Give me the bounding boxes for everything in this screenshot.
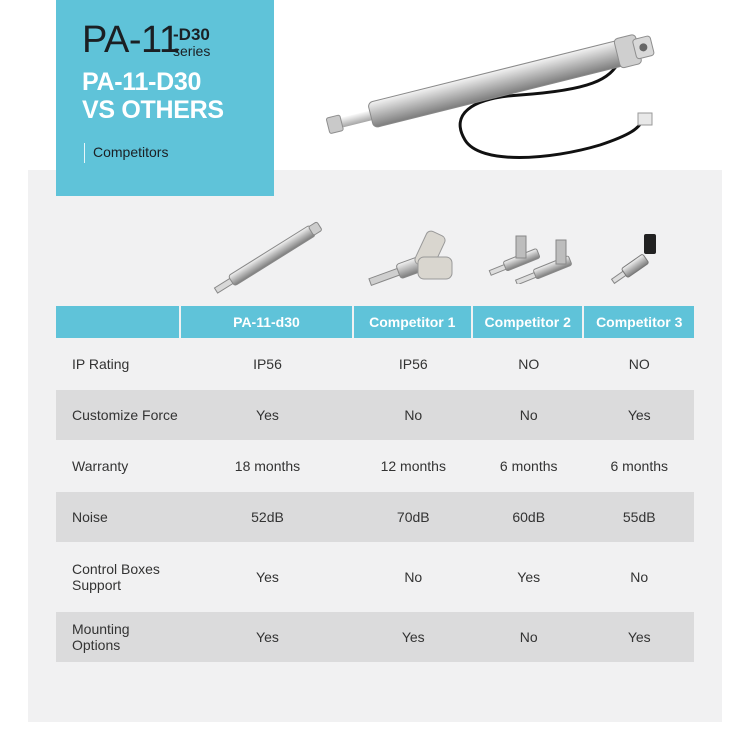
- section-label: Competitors: [93, 144, 169, 160]
- competitor1-thumbnail-image: [360, 222, 470, 292]
- row-label: Customize Force: [56, 390, 181, 440]
- table-cell: No: [404, 569, 423, 585]
- page-title: [82, 68, 224, 124]
- table-cell: Yes: [181, 612, 353, 662]
- connector-icon: [638, 113, 652, 125]
- table-cell: Yes: [584, 612, 694, 662]
- table-cell: 60dB: [473, 492, 585, 542]
- header-cell: Competitor 2: [473, 306, 585, 338]
- header-cell: Competitor 1: [354, 306, 473, 338]
- table-row: [56, 542, 694, 612]
- competitor3-thumbnail-image: [604, 228, 664, 286]
- table-cell: No: [630, 569, 649, 585]
- table-cell: Yes: [517, 569, 541, 585]
- model-name: PA-11: [82, 19, 180, 61]
- title-line-2: VS OTHERS: [82, 96, 224, 124]
- row-label: Control Boxes Support: [72, 561, 160, 593]
- row-label: Warranty: [72, 458, 129, 474]
- table-header-row: [56, 306, 694, 338]
- table-row: [56, 492, 694, 542]
- section-divider: [84, 143, 85, 163]
- table-cell: NO: [518, 356, 540, 372]
- table-row: [56, 612, 694, 662]
- title-block: [56, 0, 274, 196]
- pa11-thumbnail-image: [205, 218, 335, 298]
- row-label: IP Rating: [72, 356, 130, 372]
- table-row: [56, 440, 694, 492]
- table-cell: Yes: [181, 390, 353, 440]
- table-cell: 6 months: [610, 458, 669, 474]
- table-cell: IP56: [398, 356, 428, 372]
- header-cell: [56, 306, 181, 338]
- header-cell: PA-11-d30: [181, 306, 353, 338]
- title-line-1: PA-11-D30: [82, 68, 202, 96]
- table-cell: Yes: [584, 390, 694, 440]
- table-cell: No: [354, 390, 473, 440]
- model-series-label: series: [173, 43, 211, 59]
- row-label: Mounting Options: [56, 612, 181, 662]
- table-row: [56, 390, 694, 440]
- table-cell: No: [473, 390, 585, 440]
- table-cell: 18 months: [234, 458, 301, 474]
- model-variant: -D30: [173, 25, 210, 44]
- competitor2-thumbnail-image: [486, 232, 582, 284]
- model-suffix: [173, 26, 210, 58]
- table-cell: 55dB: [584, 492, 694, 542]
- table-cell: 12 months: [380, 458, 446, 474]
- table-cell: 52dB: [181, 492, 353, 542]
- table-cell: 70dB: [354, 492, 473, 542]
- table-cell: Yes: [256, 569, 279, 585]
- comparison-table: [56, 306, 694, 662]
- actuator-product-image: [320, 20, 670, 170]
- table-cell: IP56: [253, 356, 282, 372]
- table-cell: NO: [628, 356, 650, 372]
- table-cell: No: [473, 612, 585, 662]
- table-row: [56, 338, 694, 390]
- header-cell: Competitor 3: [584, 306, 694, 338]
- table-cell: 6 months: [499, 458, 558, 474]
- table-cell: Yes: [354, 612, 473, 662]
- row-label: Noise: [56, 492, 181, 542]
